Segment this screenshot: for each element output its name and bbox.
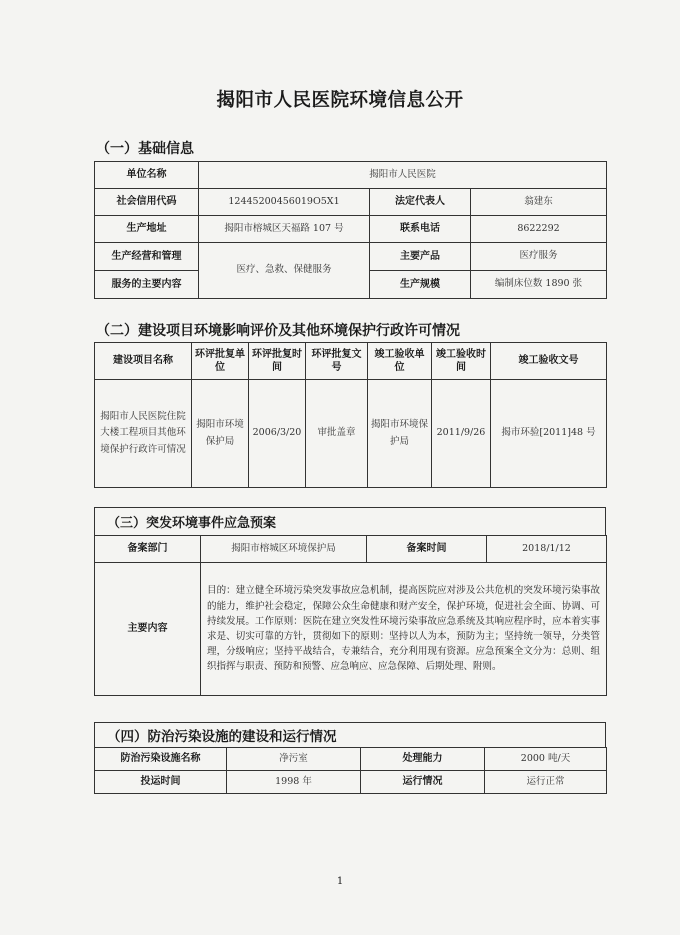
scale-value: 编制床位数 1890 张	[471, 271, 607, 299]
main-content-value: 目的：建立健全环境污染突发事故应急机制，提高医院应对涉及公共危机的突发环境污染事故的能力，维护社会稳定，保障公众生命健康和财产安全，保护环境，促进社会全面、协调、可持续发展。工作原则：医院在建立突发性环境污染事故应急系统及其响应程序时，应本着实事求是、切实可靠的方针，贯彻如下的原则：坚持以人为本，预防为主；坚持统一领导，分类管理，分级响应；坚持平战结合，专兼结合，充分利用现有资源。应急预案全文分为：总则、组织指挥与职责、预防和预警、应急响应、应急保障、后期处理、附则。	[201, 563, 607, 696]
unit-label: 单位名称	[95, 162, 199, 189]
header-eia-unit: 环评批复单位	[192, 343, 249, 380]
header-eia-doc: 环评批复文号	[306, 343, 368, 380]
header-acceptance-unit: 竣工验收单位	[368, 343, 432, 380]
header-eia-time: 环评批复时间	[249, 343, 306, 380]
header-acceptance-time: 竣工验收时间	[432, 343, 491, 380]
pollution-facility-table	[94, 747, 607, 794]
section-1-heading: （一）基础信息	[96, 141, 194, 157]
credit-code-label: 社会信用代码	[95, 189, 199, 216]
operation-time-value: 1998 年	[227, 771, 361, 794]
acceptance-time-cell: 2011/9/26	[432, 380, 491, 488]
legal-rep-label: 法定代表人	[370, 189, 471, 216]
filing-dept-value: 揭阳市榕城区环境保护局	[201, 536, 367, 563]
operation-time-label: 投运时间	[95, 771, 227, 794]
page-number: 1	[336, 876, 344, 887]
scale-label: 生产规模	[370, 271, 471, 299]
product-label: 主要产品	[370, 243, 471, 271]
eia-table	[94, 342, 607, 488]
service-value: 医疗、急救、保健服务	[199, 243, 370, 299]
page-title: 揭阳市人民医院环境信息公开	[216, 90, 464, 111]
facility-name-label: 防治污染设施名称	[95, 748, 227, 771]
eia-unit-cell: 揭阳市环境保护局	[192, 380, 249, 488]
filing-dept-label: 备案部门	[95, 536, 201, 563]
credit-code-value: 12445200456019O5X1	[199, 189, 370, 216]
main-content-label: 主要内容	[95, 563, 201, 696]
service-label: 服务的主要内容	[95, 271, 199, 299]
header-acceptance-doc: 竣工验收文号	[491, 343, 607, 380]
unit-value: 揭阳市人民医院	[199, 162, 607, 189]
filing-time-label: 备案时间	[367, 536, 487, 563]
section-2-heading: （二）建设项目环境影响评价及其他环境保护行政许可情况	[96, 323, 460, 339]
legal-rep-value: 翁建东	[471, 189, 607, 216]
emergency-plan-table	[94, 535, 607, 696]
address-value: 揭阳市榕城区天福路 107 号	[199, 216, 370, 243]
acceptance-doc-cell: 揭市环验[2011]48 号	[491, 380, 607, 488]
eia-doc-cell: 审批盖章	[306, 380, 368, 488]
phone-label: 联系电话	[370, 216, 471, 243]
section-3-heading: （三）突发环境事件应急预案	[94, 507, 606, 535]
filing-time-value: 2018/1/12	[487, 536, 607, 563]
capacity-label: 处理能力	[361, 748, 485, 771]
address-label: 生产地址	[95, 216, 199, 243]
basic-info-table	[94, 161, 607, 299]
facility-name-value: 净污室	[227, 748, 361, 771]
section-4-heading: （四）防治污染设施的建设和运行情况	[94, 722, 606, 747]
header-project-name: 建设项目名称	[95, 343, 192, 380]
phone-value: 8622292	[471, 216, 607, 243]
product-value: 医疗服务	[471, 243, 607, 271]
operation-status-label: 运行情况	[361, 771, 485, 794]
project-name-cell: 揭阳市人民医院住院大楼工程项目其他环境保护行政许可情况	[95, 380, 192, 488]
operation-status-value: 运行正常	[485, 771, 607, 794]
acceptance-unit-cell: 揭阳市环境保护局	[368, 380, 432, 488]
capacity-value: 2000 吨/天	[485, 748, 607, 771]
eia-time-cell: 2006/3/20	[249, 380, 306, 488]
business-label: 生产经营和管理	[95, 243, 199, 271]
